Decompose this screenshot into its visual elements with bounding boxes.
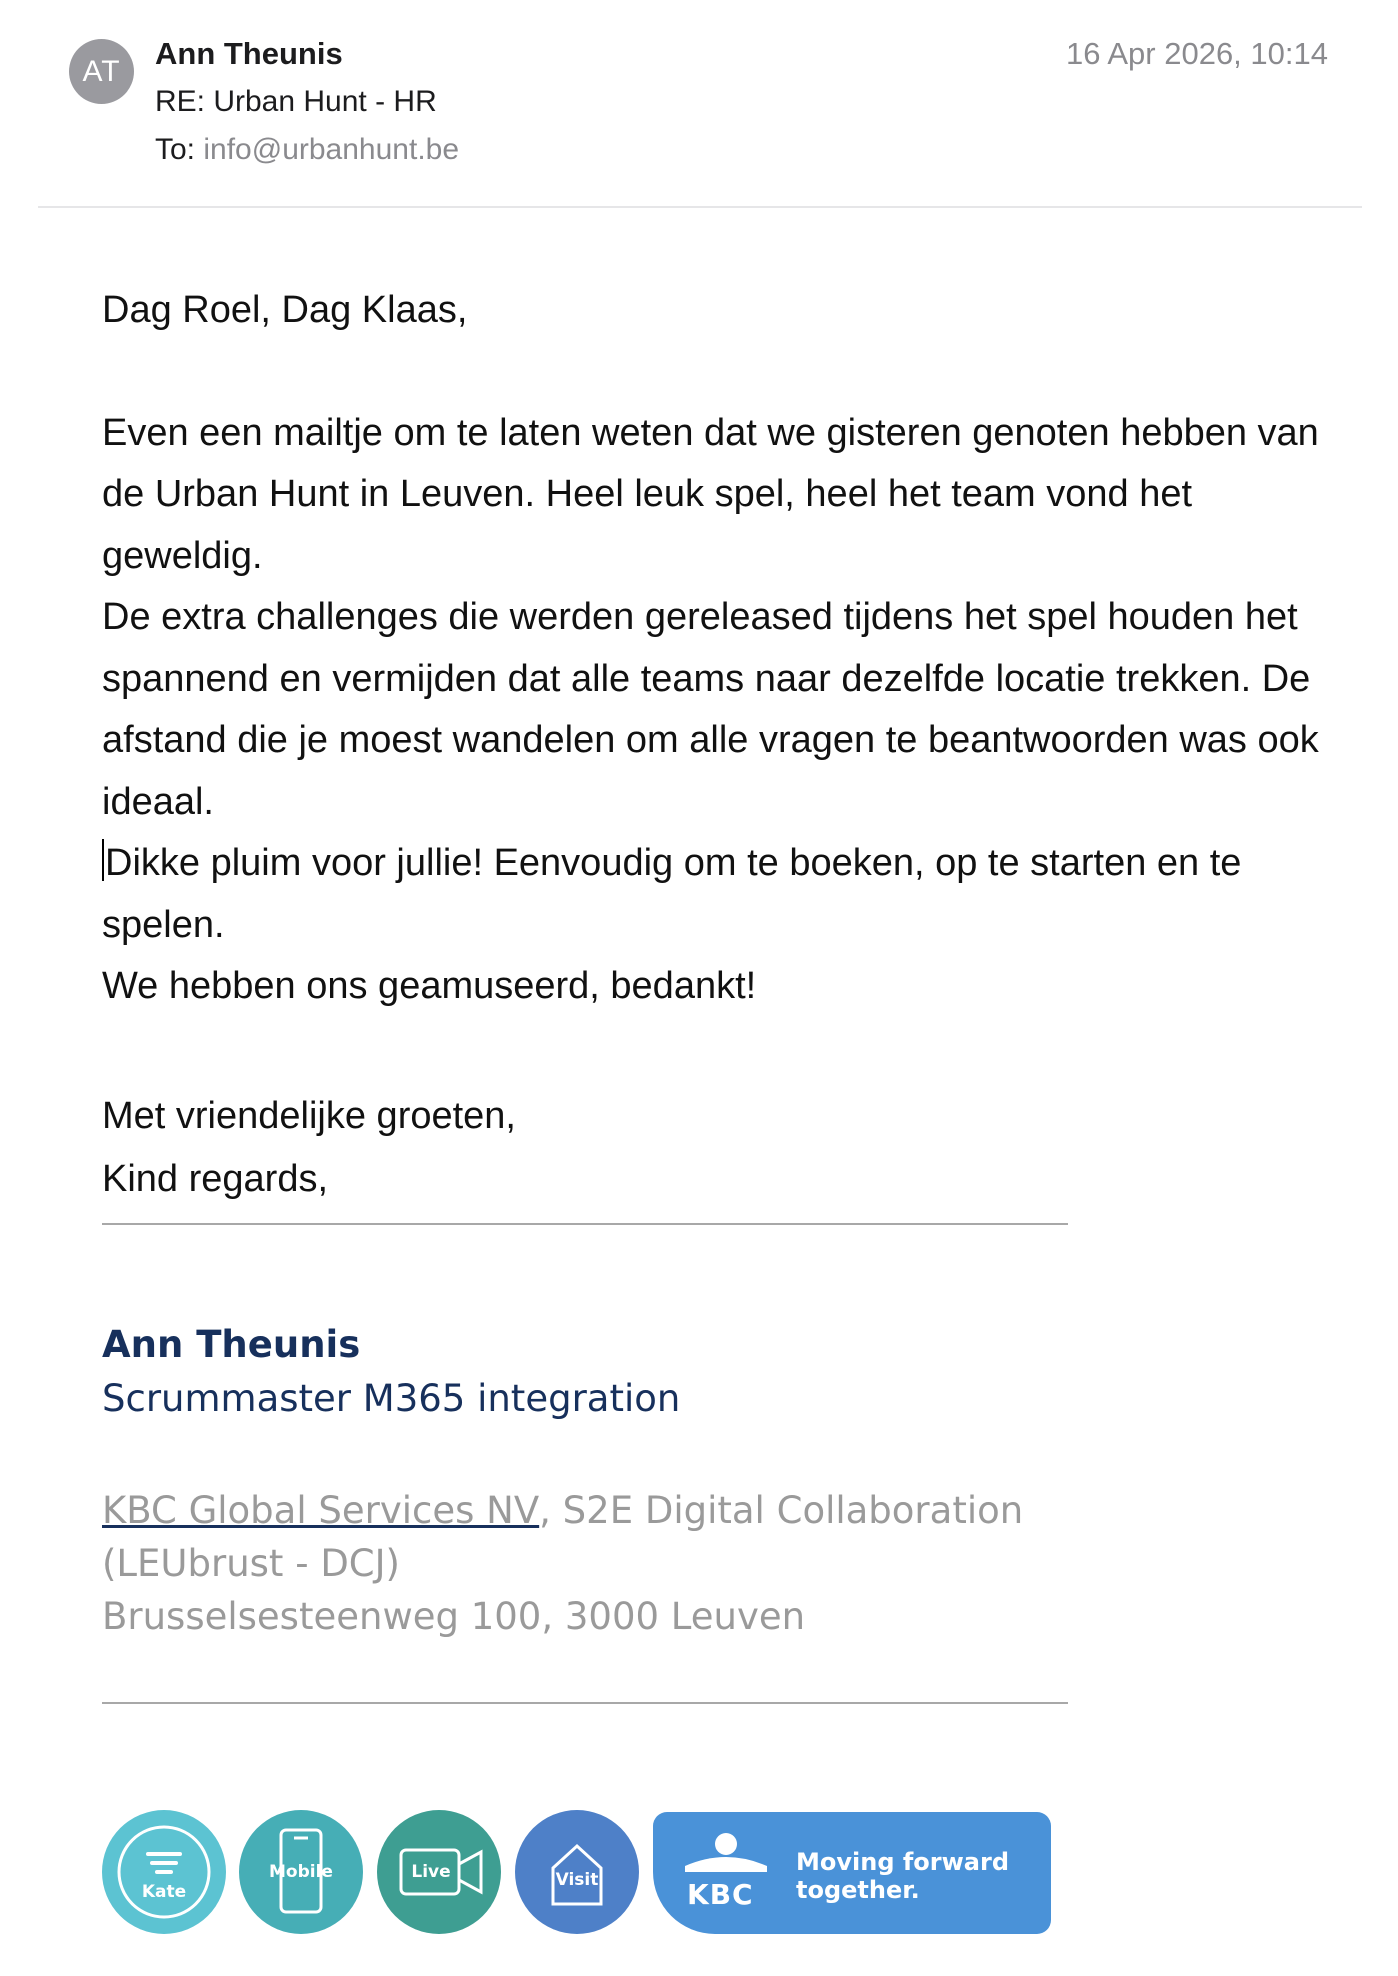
- recipient-line: [155, 133, 459, 167]
- email-date: 16 Apr 2026, 10:14: [1065, 36, 1328, 71]
- email-header: [0, 0, 1398, 210]
- company-link[interactable]: KBC Global Services NV: [102, 1489, 540, 1532]
- kbc-tagline-line1: Moving forward: [796, 1848, 1010, 1876]
- body-paragraph: We hebben ons geamuseerd, bedankt!: [102, 965, 757, 1007]
- live-label: Live: [411, 1862, 451, 1882]
- mobile-label: Mobile: [269, 1862, 333, 1882]
- signature-banner: [102, 1810, 1062, 1936]
- body-paragraph: De extra challenges die werden gereleased tijdens het spel houden het spannend en vermijden dat alle teams naar dezelfde locatie trekken. De afstand die je moest wandelen om alle vragen te beantwoorden was ook ideaal.: [102, 596, 1319, 823]
- kbc-logo-icon: [681, 1830, 771, 1880]
- email-body[interactable]: [102, 280, 1342, 1147]
- visit-badge[interactable]: [515, 1810, 639, 1934]
- mobile-badge[interactable]: [239, 1810, 363, 1934]
- kate-icon: [114, 1822, 214, 1922]
- company-address: Brusselsesteenweg 100, 3000 Leuven: [102, 1595, 806, 1638]
- sender-avatar[interactable]: AT: [69, 39, 134, 104]
- body-paragraph: [102, 833, 1342, 956]
- kate-badge[interactable]: [102, 1810, 226, 1934]
- closing-line-english: Kind regards,: [102, 1158, 329, 1200]
- kbc-banner[interactable]: [653, 1812, 1051, 1934]
- signature-divider-bottom: [102, 1702, 1068, 1704]
- signature-company: [102, 1484, 1102, 1643]
- kbc-tagline-line2: together.: [796, 1876, 920, 1904]
- sender-name[interactable]: Ann Theunis: [155, 36, 343, 71]
- kate-label: Kate: [141, 1882, 187, 1902]
- signature-name: Ann Theunis: [102, 1323, 361, 1366]
- body-paragraph: Even een mailtje om te laten weten dat we gisteren genoten hebben van de Urban Hunt in Leuven. Heel leuk spel, heel het team vond het geweldig.: [102, 411, 1319, 577]
- kbc-tagline: [796, 1848, 1009, 1904]
- recipient-address[interactable]: info@urbanhunt.be: [203, 133, 460, 166]
- body-paragraph-text: Dikke pluim voor jullie! Eenvoudig om te boeken, op te starten en te spelen.: [102, 842, 1242, 946]
- email-subject: RE: Urban Hunt - HR: [155, 85, 437, 118]
- live-badge[interactable]: [377, 1810, 501, 1934]
- closing-line: Met vriendelijke groeten,: [102, 1094, 516, 1137]
- greeting: Dag Roel, Dag Klaas,: [102, 289, 468, 331]
- visit-label: Visit: [555, 1870, 599, 1890]
- text-cursor: [102, 839, 104, 881]
- signature-divider-top: [102, 1223, 1068, 1225]
- to-label: To:: [155, 133, 196, 166]
- kbc-wordmark: KBC: [687, 1878, 754, 1911]
- company-department: , S2E Digital Collaboration (LEUbrust - DCJ): [102, 1489, 1024, 1585]
- header-divider: [38, 206, 1362, 208]
- signature-title: Scrummaster M365 integration: [102, 1377, 681, 1420]
